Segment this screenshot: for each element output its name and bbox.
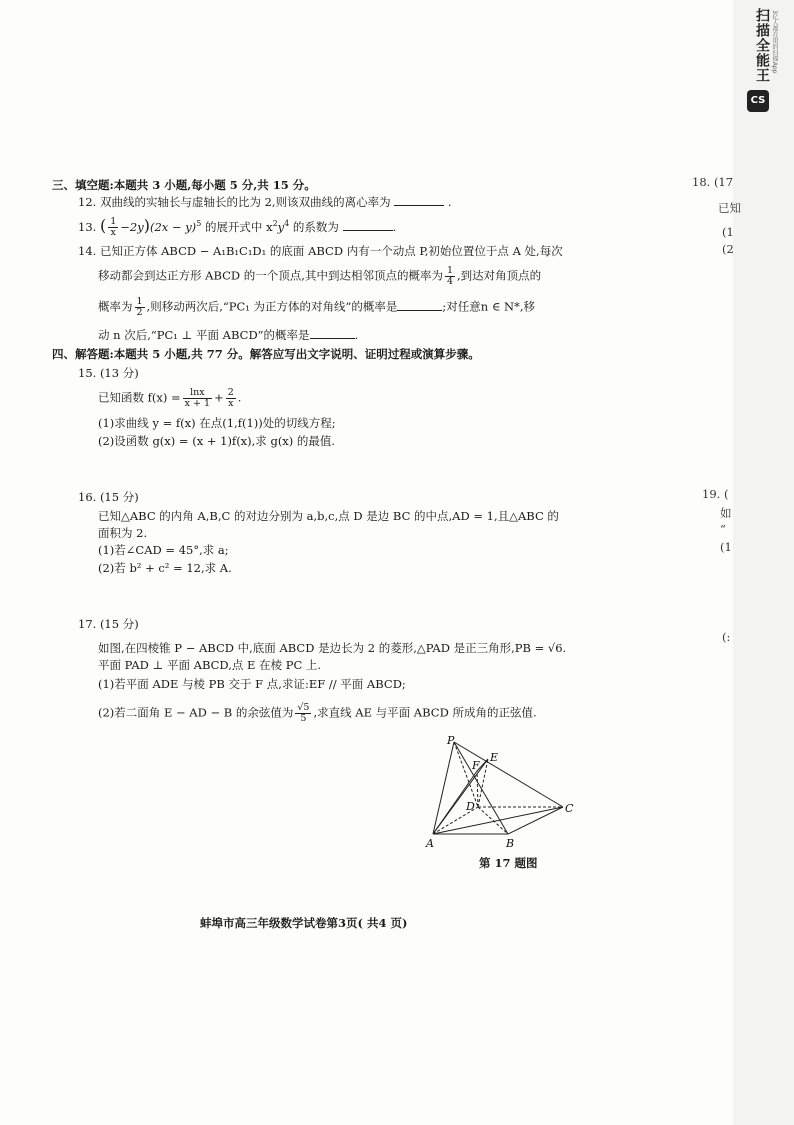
q14-line4b: . <box>354 328 359 342</box>
q14-f1-den: 4 <box>446 276 453 287</box>
q17-part-2 <box>98 703 537 724</box>
q17-part-1: (1)若平面 ADE 与棱 PB 交于 F 点,求证:EF // 平面 ABCD; <box>98 677 406 691</box>
label-e: E <box>490 751 499 764</box>
q15-end: . <box>237 390 242 405</box>
figure-caption: 第 17 题图 <box>479 856 538 870</box>
q14-f2-num: 1 <box>136 296 143 307</box>
q15-fb-den: x <box>228 398 234 409</box>
q17-f-num: √5 <box>297 702 310 713</box>
q14-f1-num: 1 <box>446 265 453 276</box>
label-f: F <box>472 759 480 772</box>
q15-fb-num: 2 <box>227 387 234 398</box>
q15-fraction-a <box>183 388 212 409</box>
q16-line-1: 已知△ABC 的内角 A,B,C 的对边分别为 a,b,c,点 D 是边 BC 的中点,AD = 1,且△ABC 的 <box>98 509 559 523</box>
label-c: C <box>565 802 574 815</box>
question-14-line-3 <box>98 297 535 318</box>
q14-line4a: 动 n 次后,“PC₁ ⊥ 平面 ABCD”的概率是 <box>98 328 310 342</box>
q15-plus: + <box>214 390 224 405</box>
q14-line3c: ;对任意n ∈ N*,移 <box>442 299 535 314</box>
q13-frac-num: 1 <box>110 216 117 228</box>
q17-header: 17. (15 分) <box>78 617 139 631</box>
q13-answer-blank <box>343 220 393 231</box>
q13-frac-den: x <box>110 227 116 239</box>
q17-p2b: ,求直线 AE 与平面 ABCD 所成角的正弦值. <box>313 705 537 720</box>
q14-line2b: ,到达对角顶点的 <box>457 268 542 283</box>
edge-pb <box>454 742 508 834</box>
q14-fraction-half <box>135 297 145 318</box>
q16-part-1: (1)若∠CAD = 45°,求 a; <box>98 543 229 557</box>
question-13 <box>78 216 396 238</box>
hidden-edge-db <box>478 807 508 834</box>
q16-header: 16. (15 分) <box>78 490 139 504</box>
label-a: A <box>426 837 434 850</box>
q14-line1: 已知正方体 ABCD − A₁B₁C₁D₁ 的底面 ABCD 内有一个动点 P,初始位置位于点 A 处,每次 <box>99 244 563 258</box>
next-q19-fragment-3: “ <box>720 522 726 536</box>
q13-exp4: 4 <box>284 219 290 228</box>
q13-text: 的展开式中 x <box>204 219 273 234</box>
question-14-line-2 <box>98 266 541 287</box>
q13-number: 13. <box>78 219 97 234</box>
q14-f2-den: 2 <box>136 307 143 318</box>
q17-fraction <box>295 703 311 724</box>
edge-ac <box>433 807 563 834</box>
q14-line3b: ,则移动两次后,“PC₁ 为正方体的对角线”的概率是 <box>146 299 398 314</box>
watermark-title: 扫描全能王 <box>754 8 770 83</box>
label-p: P <box>447 734 455 747</box>
q13-binomial: (2x − y) <box>149 219 197 234</box>
next-q18-fragment-4: (2 <box>722 242 734 256</box>
q13-exp2: 2 <box>272 219 278 228</box>
q16-line-2: 面积为 2. <box>98 526 148 540</box>
q15-header: 15. (13 分) <box>78 366 139 380</box>
label-b: B <box>506 837 515 850</box>
next-q18-fragment-2: 已知 <box>718 201 741 215</box>
q17-line-2: 平面 PAD ⊥ 平面 ABCD,点 E 在棱 PC 上. <box>98 658 322 672</box>
next-q19-fragment-5: (: <box>722 630 731 644</box>
q13-term: −2y <box>120 219 144 234</box>
q15-part-1: (1)求曲线 y = f(x) 在点(1,f(1))处的切线方程; <box>98 416 336 430</box>
next-q19-fragment-2: 如 <box>720 506 732 520</box>
q13-fraction <box>108 217 118 238</box>
scanner-watermark <box>740 0 794 140</box>
adjacent-page-edge <box>733 0 794 1125</box>
q15-fraction-b <box>226 388 236 409</box>
q13-exp5: 5 <box>196 219 202 228</box>
q13-end: . <box>392 219 397 234</box>
q15-part-2: (2)设函数 g(x) = (x + 1)f(x),求 g(x) 的最值. <box>98 434 336 448</box>
q12-end: . <box>447 195 452 209</box>
question-14-line-4 <box>98 327 358 343</box>
q12-number: 12. <box>78 195 97 209</box>
question-14-line-1 <box>78 243 563 259</box>
q13-paren-close: ) <box>143 215 150 235</box>
q15-function <box>98 388 241 409</box>
page-footer: 蚌埠市高三年级数学试卷第3页( 共4 页) <box>200 916 408 930</box>
q15-intro: 已知函数 f(x) = <box>98 390 181 405</box>
q13-y: y <box>277 219 285 234</box>
next-q18-fragment-3: (1 <box>722 225 734 239</box>
q12-text: 双曲线的实轴长与虚轴长的比为 2,则该双曲线的离心率为 <box>99 195 391 209</box>
q14-line3a: 概率为 <box>98 299 133 314</box>
q13-paren-open: ( <box>99 215 107 235</box>
next-q19-fragment: 19. ( <box>702 487 729 501</box>
q14-line2a: 移动都会到达正方形 ABCD 的一个顶点,其中到达相邻顶点的概率为 <box>98 268 443 283</box>
edge-pc <box>454 742 563 807</box>
q14-answer-blank-2 <box>310 328 355 339</box>
cs-logo-icon: CS <box>747 90 769 112</box>
q17-line-1: 如图,在四棱锥 P − ABCD 中,底面 ABCD 是边长为 2 的菱形,△PAD 是正三角形,PB = √6. <box>98 641 567 655</box>
question-12 <box>78 194 452 210</box>
q13-text2: 的系数为 <box>292 219 339 234</box>
q14-number: 14. <box>78 244 97 258</box>
q15-fa-num: lnx <box>183 388 212 399</box>
pyramid-figure <box>420 730 590 852</box>
section-3-heading: 三、填空题:本题共 3 小题,每小题 5 分,共 15 分。 <box>52 178 316 192</box>
watermark-subtitle: 3亿人都在用的扫描App <box>771 10 778 74</box>
q12-answer-blank <box>394 195 444 206</box>
q14-answer-blank-1 <box>397 300 442 311</box>
q16-part-2: (2)若 b² + c² = 12,求 A. <box>98 561 232 575</box>
hidden-edge-df <box>477 771 478 807</box>
section-4-heading: 四、解答题:本题共 5 小题,共 77 分。解答应写出文字说明、证明过程或演算步骤。 <box>52 347 480 361</box>
next-q19-fragment-4: (1 <box>720 540 732 554</box>
q17-p2a: (2)若二面角 E − AD − B 的余弦值为 <box>98 705 294 720</box>
q15-fa-den: x + 1 <box>184 398 211 409</box>
next-q18-fragment: 18. (17 <box>692 175 734 189</box>
label-d: D <box>466 800 475 813</box>
q14-fraction-quarter <box>445 266 455 287</box>
edge-bc <box>508 807 563 834</box>
q17-f-den: 5 <box>300 713 307 724</box>
